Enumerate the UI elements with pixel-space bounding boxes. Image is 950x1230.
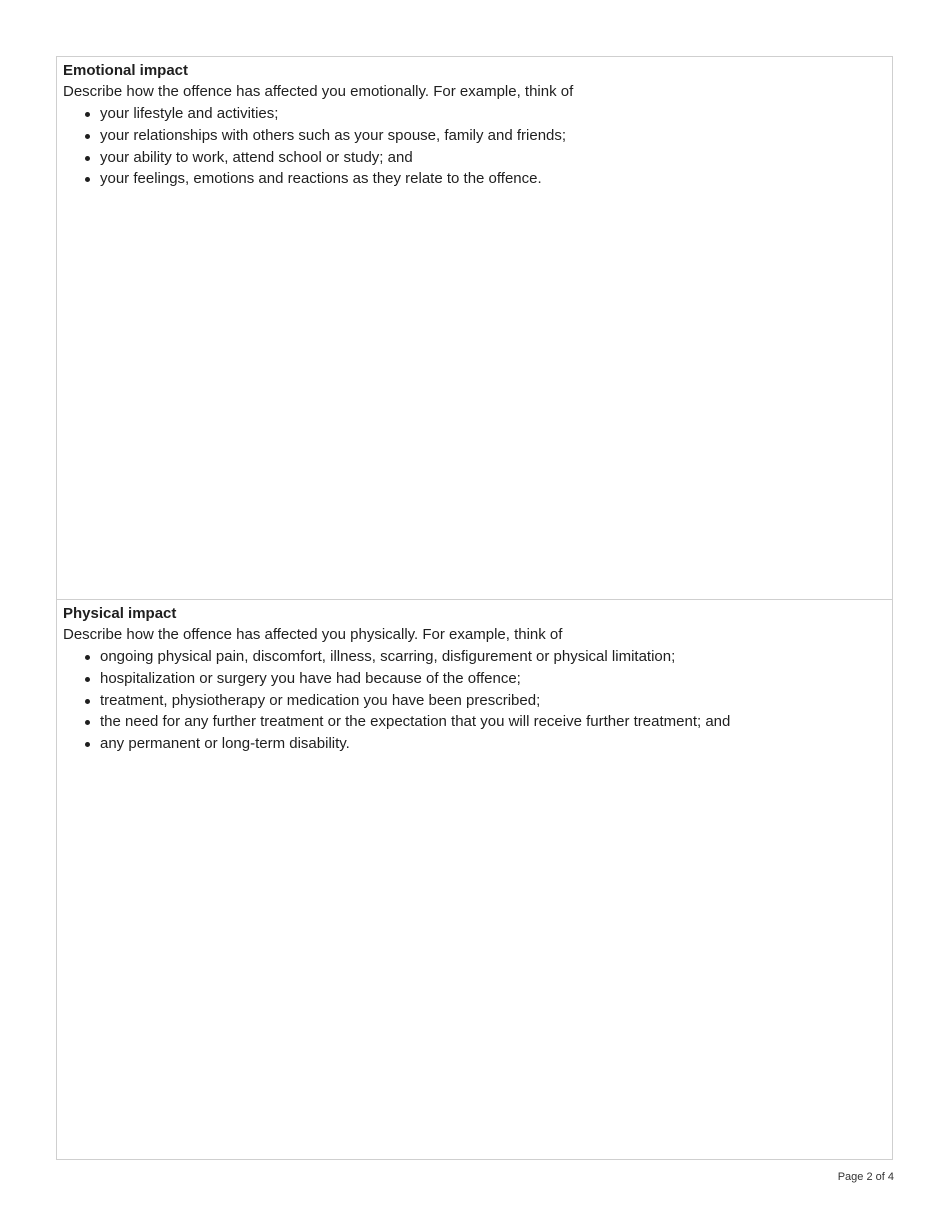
bullet-icon [85, 677, 90, 682]
section-description: Describe how the offence has affected you physically. For example, think of [63, 626, 563, 643]
list-item-text: treatment, physiotherapy or medication you have been prescribed; [100, 691, 541, 709]
physical-impact-section [57, 600, 892, 1159]
list-item [63, 668, 886, 690]
list-item [63, 646, 886, 668]
emotional-impact-section [57, 57, 892, 600]
section-title: Emotional impact [63, 62, 189, 79]
bullet-icon [85, 134, 90, 139]
bullet-icon [85, 177, 90, 182]
impact-form [56, 56, 893, 1160]
list-item [63, 125, 886, 147]
page-number: Page 2 of 4 [837, 1171, 894, 1183]
bullet-icon [85, 655, 90, 660]
bullet-icon [85, 699, 90, 704]
list-item-text: ongoing physical pain, discomfort, illness, scarring, disfigurement or physical limitation; [100, 648, 676, 665]
section-description: Describe how the offence has affected you emotionally. For example, think of [63, 83, 574, 100]
emotional-impact-response-field[interactable] [63, 193, 886, 595]
section-title: Physical impact [63, 605, 177, 622]
list-item-text: any permanent or long-term disability. [100, 735, 350, 753]
list-item [63, 690, 886, 712]
list-item [63, 711, 886, 733]
list-item-text: your lifestyle and activities; [100, 105, 279, 122]
bullet-icon [85, 720, 90, 725]
list-item [63, 168, 886, 190]
bullet-icon [85, 742, 90, 747]
bullet-icon [85, 112, 90, 117]
list-item [63, 103, 886, 125]
bullet-list [63, 103, 886, 190]
list-item [63, 733, 886, 755]
list-item-text: the need for any further treatment or the expectation that you will receive further treatment; and [100, 713, 731, 731]
list-item-text: your ability to work, attend school or study; and [100, 148, 413, 166]
list-item-text: hospitalization or surgery you have had because of the offence; [100, 669, 521, 687]
list-item-text: your feelings, emotions and reactions as they relate to the offence. [100, 170, 542, 188]
list-item-text: your relationships with others such as your spouse, family and friends; [100, 126, 567, 144]
bullet-icon [85, 156, 90, 161]
physical-impact-response-field[interactable] [63, 758, 886, 1155]
bullet-list [63, 646, 886, 755]
list-item [63, 147, 886, 169]
